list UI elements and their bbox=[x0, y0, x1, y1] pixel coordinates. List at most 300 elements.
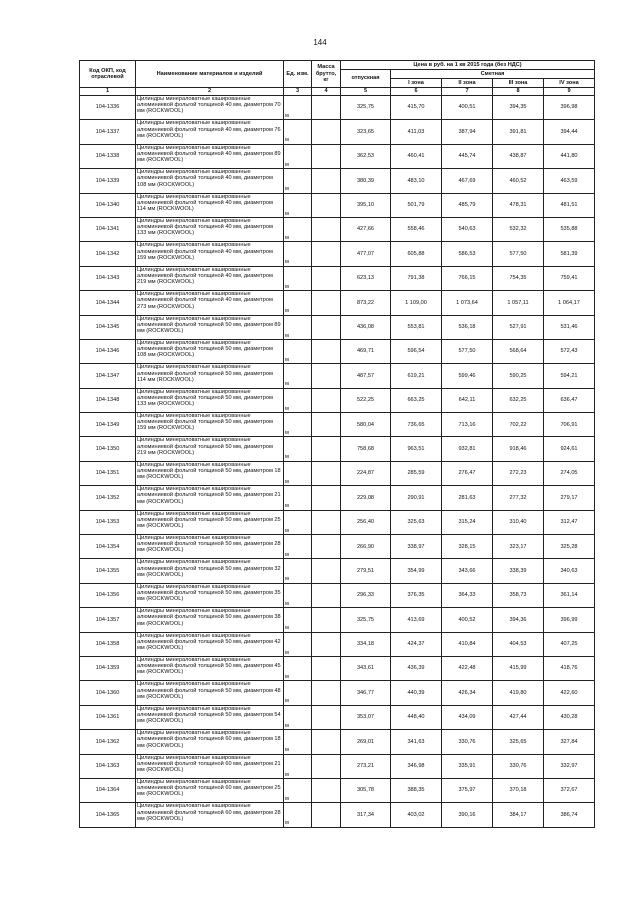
row-release-price: 380,39 bbox=[341, 169, 391, 193]
col-number: 6 bbox=[391, 88, 442, 96]
row-zone4-price: 441,80 bbox=[544, 144, 595, 168]
row-code: 104-1352 bbox=[80, 486, 136, 510]
row-code: 104-1363 bbox=[80, 754, 136, 778]
row-zone3-price: 438,87 bbox=[493, 144, 544, 168]
table-row bbox=[80, 803, 595, 827]
row-mass bbox=[312, 754, 341, 778]
col-number: 7 bbox=[442, 88, 493, 96]
row-mass bbox=[312, 120, 341, 144]
header-price-title: Цена в руб. на 1 кв 2015 года (без НДС) bbox=[341, 61, 595, 70]
row-name: Цилиндры минераловатные кашированные алюминиевой фольгой толщиной 40 мм, диаметром 273 мм (ROCKWOOL) bbox=[136, 291, 284, 315]
header-release: отпускная bbox=[341, 70, 391, 88]
row-unit: м bbox=[284, 461, 312, 485]
row-mass bbox=[312, 803, 341, 827]
row-zone2-price: 343,66 bbox=[442, 559, 493, 583]
row-name: Цилиндры минераловатные кашированные алюминиевой фольгой толщиной 40 мм, диаметром 70 мм (ROCKWOOL) bbox=[136, 96, 284, 120]
row-unit: м bbox=[284, 144, 312, 168]
row-zone3-price: 419,80 bbox=[493, 681, 544, 705]
row-zone3-price: 415,99 bbox=[493, 656, 544, 680]
row-unit: м bbox=[284, 217, 312, 241]
row-zone4-price: 418,76 bbox=[544, 656, 595, 680]
row-mass bbox=[312, 193, 341, 217]
row-name: Цилиндры минераловатные кашированные алюминиевой фольгой толщиной 40 мм, диаметром 108 мм (ROCKWOOL) bbox=[136, 169, 284, 193]
row-zone3-price: 277,32 bbox=[493, 486, 544, 510]
row-code: 104-1355 bbox=[80, 559, 136, 583]
row-release-price: 334,18 bbox=[341, 632, 391, 656]
row-name: Цилиндры минераловатные кашированные алюминиевой фольгой толщиной 50 мм, диаметром 54 мм (ROCKWOOL) bbox=[136, 705, 284, 729]
table-row bbox=[80, 144, 595, 168]
table-row bbox=[80, 632, 595, 656]
row-code: 104-1359 bbox=[80, 656, 136, 680]
row-name: Цилиндры минераловатные кашированные алюминиевой фольгой толщиной 60 мм, диаметром 18 мм (ROCKWOOL) bbox=[136, 730, 284, 754]
table-row bbox=[80, 730, 595, 754]
row-zone4-price: 279,17 bbox=[544, 486, 595, 510]
col-number: 3 bbox=[284, 88, 312, 96]
row-release-price: 477,07 bbox=[341, 242, 391, 266]
row-unit: м bbox=[284, 242, 312, 266]
row-name: Цилиндры минераловатные кашированные алюминиевой фольгой толщиной 50 мм, диаметром 89 мм (ROCKWOOL) bbox=[136, 315, 284, 339]
row-zone4-price: 396,99 bbox=[544, 608, 595, 632]
row-zone1-price: 403,02 bbox=[391, 803, 442, 827]
table-row bbox=[80, 96, 595, 120]
row-release-price: 325,75 bbox=[341, 608, 391, 632]
row-name: Цилиндры минераловатные кашированные алюминиевой фольгой толщиной 50 мм, диаметром 219 мм (ROCKWOOL) bbox=[136, 437, 284, 461]
header-zone3: III зона bbox=[493, 79, 544, 88]
table-row bbox=[80, 413, 595, 437]
row-unit: м bbox=[284, 266, 312, 290]
row-release-price: 427,66 bbox=[341, 217, 391, 241]
row-name: Цилиндры минераловатные кашированные алюминиевой фольгой толщиной 40 мм, диаметром 159 мм (ROCKWOOL) bbox=[136, 242, 284, 266]
row-zone3-price: 527,91 bbox=[493, 315, 544, 339]
row-zone1-price: 596,54 bbox=[391, 339, 442, 363]
row-mass bbox=[312, 291, 341, 315]
row-release-price: 325,75 bbox=[341, 96, 391, 120]
row-code: 104-1344 bbox=[80, 291, 136, 315]
row-mass bbox=[312, 681, 341, 705]
row-unit: м bbox=[284, 778, 312, 802]
row-release-price: 873,22 bbox=[341, 291, 391, 315]
row-code: 104-1351 bbox=[80, 461, 136, 485]
row-mass bbox=[312, 778, 341, 802]
row-zone1-price: 1 109,00 bbox=[391, 291, 442, 315]
row-zone3-price: 394,36 bbox=[493, 608, 544, 632]
row-zone3-price: 325,65 bbox=[493, 730, 544, 754]
row-zone1-price: 290,91 bbox=[391, 486, 442, 510]
col-number: 2 bbox=[136, 88, 284, 96]
row-mass bbox=[312, 510, 341, 534]
row-mass bbox=[312, 486, 341, 510]
page-number: 144 bbox=[313, 38, 327, 47]
row-unit: м bbox=[284, 535, 312, 559]
row-zone4-price: 325,28 bbox=[544, 535, 595, 559]
row-release-price: 343,61 bbox=[341, 656, 391, 680]
row-release-price: 269,01 bbox=[341, 730, 391, 754]
column-numbers-row bbox=[80, 88, 595, 96]
row-zone4-price: 422,60 bbox=[544, 681, 595, 705]
row-zone3-price: 394,35 bbox=[493, 96, 544, 120]
row-unit: м bbox=[284, 681, 312, 705]
row-release-price: 395,10 bbox=[341, 193, 391, 217]
row-unit: м bbox=[284, 608, 312, 632]
row-zone3-price: 358,73 bbox=[493, 583, 544, 607]
row-zone3-price: 384,17 bbox=[493, 803, 544, 827]
row-zone1-price: 341,63 bbox=[391, 730, 442, 754]
row-zone2-price: 375,97 bbox=[442, 778, 493, 802]
row-mass bbox=[312, 266, 341, 290]
row-zone4-price: 581,39 bbox=[544, 242, 595, 266]
table-row bbox=[80, 559, 595, 583]
row-name: Цилиндры минераловатные кашированные алюминиевой фольгой толщиной 50 мм, диаметром 35 мм (ROCKWOOL) bbox=[136, 583, 284, 607]
header-estimate: Сметная bbox=[391, 70, 595, 79]
row-zone2-price: 485,79 bbox=[442, 193, 493, 217]
row-release-price: 353,07 bbox=[341, 705, 391, 729]
row-unit: м bbox=[284, 413, 312, 437]
row-zone2-price: 599,46 bbox=[442, 364, 493, 388]
row-code: 104-1342 bbox=[80, 242, 136, 266]
row-zone2-price: 315,24 bbox=[442, 510, 493, 534]
row-code: 104-1354 bbox=[80, 535, 136, 559]
row-zone4-price: 274,05 bbox=[544, 461, 595, 485]
row-zone3-price: 338,39 bbox=[493, 559, 544, 583]
table-row bbox=[80, 461, 595, 485]
row-code: 104-1364 bbox=[80, 778, 136, 802]
row-zone1-price: 791,38 bbox=[391, 266, 442, 290]
row-zone3-price: 272,23 bbox=[493, 461, 544, 485]
row-unit: м bbox=[284, 437, 312, 461]
row-name: Цилиндры минераловатные кашированные алюминиевой фольгой толщиной 50 мм, диаметром 159 мм (ROCKWOOL) bbox=[136, 413, 284, 437]
row-zone2-price: 335,91 bbox=[442, 754, 493, 778]
row-zone1-price: 376,35 bbox=[391, 583, 442, 607]
row-zone4-price: 361,14 bbox=[544, 583, 595, 607]
row-code: 104-1357 bbox=[80, 608, 136, 632]
row-name: Цилиндры минераловатные кашированные алюминиевой фольгой толщиной 50 мм, диаметром 28 мм (ROCKWOOL) bbox=[136, 535, 284, 559]
row-unit: м bbox=[284, 730, 312, 754]
row-zone2-price: 281,63 bbox=[442, 486, 493, 510]
row-zone2-price: 445,74 bbox=[442, 144, 493, 168]
row-zone1-price: 553,81 bbox=[391, 315, 442, 339]
row-zone2-price: 400,52 bbox=[442, 608, 493, 632]
row-zone1-price: 325,63 bbox=[391, 510, 442, 534]
row-name: Цилиндры минераловатные кашированные алюминиевой фольгой толщиной 50 мм, диаметром 21 мм (ROCKWOOL) bbox=[136, 486, 284, 510]
row-release-price: 469,71 bbox=[341, 339, 391, 363]
table-row bbox=[80, 705, 595, 729]
row-name: Цилиндры минераловатные кашированные алюминиевой фольгой толщиной 50 мм, диаметром 108 мм (ROCKWOOL) bbox=[136, 339, 284, 363]
row-mass bbox=[312, 559, 341, 583]
table-row bbox=[80, 681, 595, 705]
table-row bbox=[80, 291, 595, 315]
row-release-price: 346,77 bbox=[341, 681, 391, 705]
row-zone3-price: 568,64 bbox=[493, 339, 544, 363]
table-row bbox=[80, 583, 595, 607]
col-number: 8 bbox=[493, 88, 544, 96]
row-zone1-price: 448,40 bbox=[391, 705, 442, 729]
row-release-price: 436,08 bbox=[341, 315, 391, 339]
col-number: 1 bbox=[80, 88, 136, 96]
header-zone4: IV зона bbox=[544, 79, 595, 88]
row-zone1-price: 413,69 bbox=[391, 608, 442, 632]
table-row bbox=[80, 510, 595, 534]
header-mass: Масса брутто, кг bbox=[312, 61, 341, 88]
row-unit: м bbox=[284, 486, 312, 510]
row-zone1-price: 440,39 bbox=[391, 681, 442, 705]
row-zone4-price: 924,61 bbox=[544, 437, 595, 461]
row-mass bbox=[312, 339, 341, 363]
row-zone1-price: 558,46 bbox=[391, 217, 442, 241]
row-zone1-price: 338,97 bbox=[391, 535, 442, 559]
row-release-price: 229,08 bbox=[341, 486, 391, 510]
row-name: Цилиндры минераловатные кашированные алюминиевой фольгой толщиной 40 мм, диаметром 133 мм (ROCKWOOL) bbox=[136, 217, 284, 241]
row-zone1-price: 436,39 bbox=[391, 656, 442, 680]
row-mass bbox=[312, 242, 341, 266]
row-zone3-price: 370,18 bbox=[493, 778, 544, 802]
table-row bbox=[80, 778, 595, 802]
row-unit: м bbox=[284, 656, 312, 680]
row-zone1-price: 411,03 bbox=[391, 120, 442, 144]
row-release-price: 305,78 bbox=[341, 778, 391, 802]
row-zone2-price: 467,69 bbox=[442, 169, 493, 193]
row-zone4-price: 572,43 bbox=[544, 339, 595, 363]
row-release-price: 758,68 bbox=[341, 437, 391, 461]
row-zone4-price: 535,88 bbox=[544, 217, 595, 241]
table-row bbox=[80, 120, 595, 144]
row-zone2-price: 713,16 bbox=[442, 413, 493, 437]
row-zone4-price: 481,51 bbox=[544, 193, 595, 217]
row-zone2-price: 426,34 bbox=[442, 681, 493, 705]
row-zone3-price: 460,52 bbox=[493, 169, 544, 193]
row-release-price: 296,33 bbox=[341, 583, 391, 607]
row-mass bbox=[312, 96, 341, 120]
row-unit: м bbox=[284, 120, 312, 144]
row-zone4-price: 759,41 bbox=[544, 266, 595, 290]
row-zone4-price: 463,59 bbox=[544, 169, 595, 193]
row-zone2-price: 434,09 bbox=[442, 705, 493, 729]
row-mass bbox=[312, 388, 341, 412]
row-mass bbox=[312, 413, 341, 437]
row-mass bbox=[312, 461, 341, 485]
row-zone1-price: 605,88 bbox=[391, 242, 442, 266]
row-name: Цилиндры минераловатные кашированные алюминиевой фольгой толщиной 40 мм, диаметром 76 мм (ROCKWOOL) bbox=[136, 120, 284, 144]
row-zone2-price: 422,48 bbox=[442, 656, 493, 680]
table-row bbox=[80, 754, 595, 778]
row-zone4-price: 327,84 bbox=[544, 730, 595, 754]
row-name: Цилиндры минераловатные кашированные алюминиевой фольгой толщиной 50 мм, диаметром 133 мм (ROCKWOOL) bbox=[136, 388, 284, 412]
row-code: 104-1362 bbox=[80, 730, 136, 754]
row-unit: м bbox=[284, 364, 312, 388]
row-zone3-price: 310,40 bbox=[493, 510, 544, 534]
row-mass bbox=[312, 437, 341, 461]
row-unit: м bbox=[284, 559, 312, 583]
row-release-price: 266,90 bbox=[341, 535, 391, 559]
row-zone3-price: 702,22 bbox=[493, 413, 544, 437]
row-code: 104-1338 bbox=[80, 144, 136, 168]
table-row bbox=[80, 242, 595, 266]
row-zone3-price: 754,35 bbox=[493, 266, 544, 290]
row-release-price: 487,57 bbox=[341, 364, 391, 388]
header-zone1: I зона bbox=[391, 79, 442, 88]
table-row bbox=[80, 217, 595, 241]
row-name: Цилиндры минераловатные кашированные алюминиевой фольгой толщиной 50 мм, диаметром 18 мм (ROCKWOOL) bbox=[136, 461, 284, 485]
row-zone2-price: 330,76 bbox=[442, 730, 493, 754]
row-zone2-price: 932,81 bbox=[442, 437, 493, 461]
row-zone4-price: 386,74 bbox=[544, 803, 595, 827]
row-zone1-price: 501,79 bbox=[391, 193, 442, 217]
row-zone4-price: 430,28 bbox=[544, 705, 595, 729]
row-code: 104-1356 bbox=[80, 583, 136, 607]
row-zone2-price: 390,16 bbox=[442, 803, 493, 827]
row-zone2-price: 276,47 bbox=[442, 461, 493, 485]
table-row bbox=[80, 656, 595, 680]
row-mass bbox=[312, 608, 341, 632]
row-zone2-price: 328,15 bbox=[442, 535, 493, 559]
row-release-price: 323,65 bbox=[341, 120, 391, 144]
row-code: 104-1360 bbox=[80, 681, 136, 705]
header-name: Наименование материалов и изделий bbox=[136, 61, 284, 88]
table-row bbox=[80, 169, 595, 193]
table-row bbox=[80, 486, 595, 510]
table-row bbox=[80, 193, 595, 217]
row-code: 104-1340 bbox=[80, 193, 136, 217]
row-zone2-price: 586,53 bbox=[442, 242, 493, 266]
row-unit: м bbox=[284, 803, 312, 827]
row-release-price: 279,51 bbox=[341, 559, 391, 583]
row-zone3-price: 330,76 bbox=[493, 754, 544, 778]
row-unit: м bbox=[284, 96, 312, 120]
row-unit: м bbox=[284, 339, 312, 363]
table-row bbox=[80, 388, 595, 412]
row-zone4-price: 396,98 bbox=[544, 96, 595, 120]
table-row bbox=[80, 364, 595, 388]
row-zone4-price: 594,21 bbox=[544, 364, 595, 388]
row-release-price: 580,04 bbox=[341, 413, 391, 437]
row-unit: м bbox=[284, 193, 312, 217]
row-code: 104-1358 bbox=[80, 632, 136, 656]
col-number: 9 bbox=[544, 88, 595, 96]
row-zone1-price: 736,65 bbox=[391, 413, 442, 437]
row-zone3-price: 404,53 bbox=[493, 632, 544, 656]
row-mass bbox=[312, 656, 341, 680]
header-zone2: II зона bbox=[442, 79, 493, 88]
row-zone3-price: 391,81 bbox=[493, 120, 544, 144]
row-name: Цилиндры минераловатные кашированные алюминиевой фольгой толщиной 40 мм, диаметром 114 мм (ROCKWOOL) bbox=[136, 193, 284, 217]
row-mass bbox=[312, 583, 341, 607]
row-zone4-price: 407,25 bbox=[544, 632, 595, 656]
col-number: 4 bbox=[312, 88, 341, 96]
row-name: Цилиндры минераловатные кашированные алюминиевой фольгой толщиной 60 мм, диаметром 25 мм (ROCKWOOL) bbox=[136, 778, 284, 802]
table-row bbox=[80, 535, 595, 559]
row-release-price: 256,40 bbox=[341, 510, 391, 534]
row-unit: м bbox=[284, 169, 312, 193]
row-zone1-price: 354,99 bbox=[391, 559, 442, 583]
row-zone1-price: 388,35 bbox=[391, 778, 442, 802]
row-zone1-price: 483,10 bbox=[391, 169, 442, 193]
table-row bbox=[80, 266, 595, 290]
row-zone4-price: 531,46 bbox=[544, 315, 595, 339]
row-zone3-price: 918,46 bbox=[493, 437, 544, 461]
row-name: Цилиндры минераловатные кашированные алюминиевой фольгой толщиной 50 мм, диаметром 42 мм (ROCKWOOL) bbox=[136, 632, 284, 656]
table-row bbox=[80, 437, 595, 461]
row-release-price: 623,13 bbox=[341, 266, 391, 290]
row-zone4-price: 372,67 bbox=[544, 778, 595, 802]
row-name: Цилиндры минераловатные кашированные алюминиевой фольгой толщиной 40 мм, диаметром 89 мм (ROCKWOOL) bbox=[136, 144, 284, 168]
row-zone2-price: 642,11 bbox=[442, 388, 493, 412]
row-unit: м bbox=[284, 705, 312, 729]
row-zone2-price: 400,51 bbox=[442, 96, 493, 120]
row-zone1-price: 663,25 bbox=[391, 388, 442, 412]
row-zone2-price: 1 073,64 bbox=[442, 291, 493, 315]
row-zone3-price: 532,32 bbox=[493, 217, 544, 241]
row-mass bbox=[312, 705, 341, 729]
row-zone4-price: 312,47 bbox=[544, 510, 595, 534]
row-zone3-price: 427,44 bbox=[493, 705, 544, 729]
row-name: Цилиндры минераловатные кашированные алюминиевой фольгой толщиной 50 мм, диаметром 32 мм (ROCKWOOL) bbox=[136, 559, 284, 583]
row-name: Цилиндры минераловатные кашированные алюминиевой фольгой толщиной 50 мм, диаметром 48 мм (ROCKWOOL) bbox=[136, 681, 284, 705]
row-mass bbox=[312, 730, 341, 754]
row-mass bbox=[312, 144, 341, 168]
row-code: 104-1346 bbox=[80, 339, 136, 363]
row-zone3-price: 632,25 bbox=[493, 388, 544, 412]
row-code: 104-1345 bbox=[80, 315, 136, 339]
row-zone3-price: 323,17 bbox=[493, 535, 544, 559]
row-name: Цилиндры минераловатные кашированные алюминиевой фольгой толщиной 60 мм, диаметром 28 мм (ROCKWOOL) bbox=[136, 803, 284, 827]
table-row bbox=[80, 339, 595, 363]
row-code: 104-1361 bbox=[80, 705, 136, 729]
row-zone2-price: 766,15 bbox=[442, 266, 493, 290]
row-zone1-price: 963,51 bbox=[391, 437, 442, 461]
row-name: Цилиндры минераловатные кашированные алюминиевой фольгой толщиной 50 мм, диаметром 114 мм (ROCKWOOL) bbox=[136, 364, 284, 388]
row-name: Цилиндры минераловатные кашированные алюминиевой фольгой толщиной 60 мм, диаметром 21 мм (ROCKWOOL) bbox=[136, 754, 284, 778]
row-zone4-price: 340,63 bbox=[544, 559, 595, 583]
row-zone2-price: 540,63 bbox=[442, 217, 493, 241]
col-number: 5 bbox=[341, 88, 391, 96]
row-unit: м bbox=[284, 291, 312, 315]
row-zone3-price: 478,31 bbox=[493, 193, 544, 217]
row-mass bbox=[312, 364, 341, 388]
table-body bbox=[80, 96, 595, 828]
row-code: 104-1348 bbox=[80, 388, 136, 412]
row-unit: м bbox=[284, 583, 312, 607]
header-code: Код ОКП, код отраслевой bbox=[80, 61, 136, 88]
row-zone3-price: 577,50 bbox=[493, 242, 544, 266]
row-zone4-price: 1 064,17 bbox=[544, 291, 595, 315]
row-zone2-price: 536,18 bbox=[442, 315, 493, 339]
row-zone3-price: 1 057,11 bbox=[493, 291, 544, 315]
table-row bbox=[80, 608, 595, 632]
row-zone2-price: 387,94 bbox=[442, 120, 493, 144]
row-release-price: 224,87 bbox=[341, 461, 391, 485]
row-mass bbox=[312, 535, 341, 559]
row-zone1-price: 346,98 bbox=[391, 754, 442, 778]
row-release-price: 317,34 bbox=[341, 803, 391, 827]
row-zone4-price: 636,47 bbox=[544, 388, 595, 412]
table-row bbox=[80, 315, 595, 339]
row-code: 104-1353 bbox=[80, 510, 136, 534]
row-code: 104-1337 bbox=[80, 120, 136, 144]
row-mass bbox=[312, 315, 341, 339]
row-unit: м bbox=[284, 388, 312, 412]
header-unit: Ед. изм. bbox=[284, 61, 312, 88]
row-zone1-price: 415,70 bbox=[391, 96, 442, 120]
row-code: 104-1349 bbox=[80, 413, 136, 437]
row-zone3-price: 590,25 bbox=[493, 364, 544, 388]
row-unit: м bbox=[284, 754, 312, 778]
row-mass bbox=[312, 632, 341, 656]
row-release-price: 522,25 bbox=[341, 388, 391, 412]
row-zone2-price: 410,84 bbox=[442, 632, 493, 656]
row-code: 104-1365 bbox=[80, 803, 136, 827]
row-name: Цилиндры минераловатные кашированные алюминиевой фольгой толщиной 50 мм, диаметром 38 мм (ROCKWOOL) bbox=[136, 608, 284, 632]
price-table bbox=[79, 60, 595, 828]
row-code: 104-1336 bbox=[80, 96, 136, 120]
